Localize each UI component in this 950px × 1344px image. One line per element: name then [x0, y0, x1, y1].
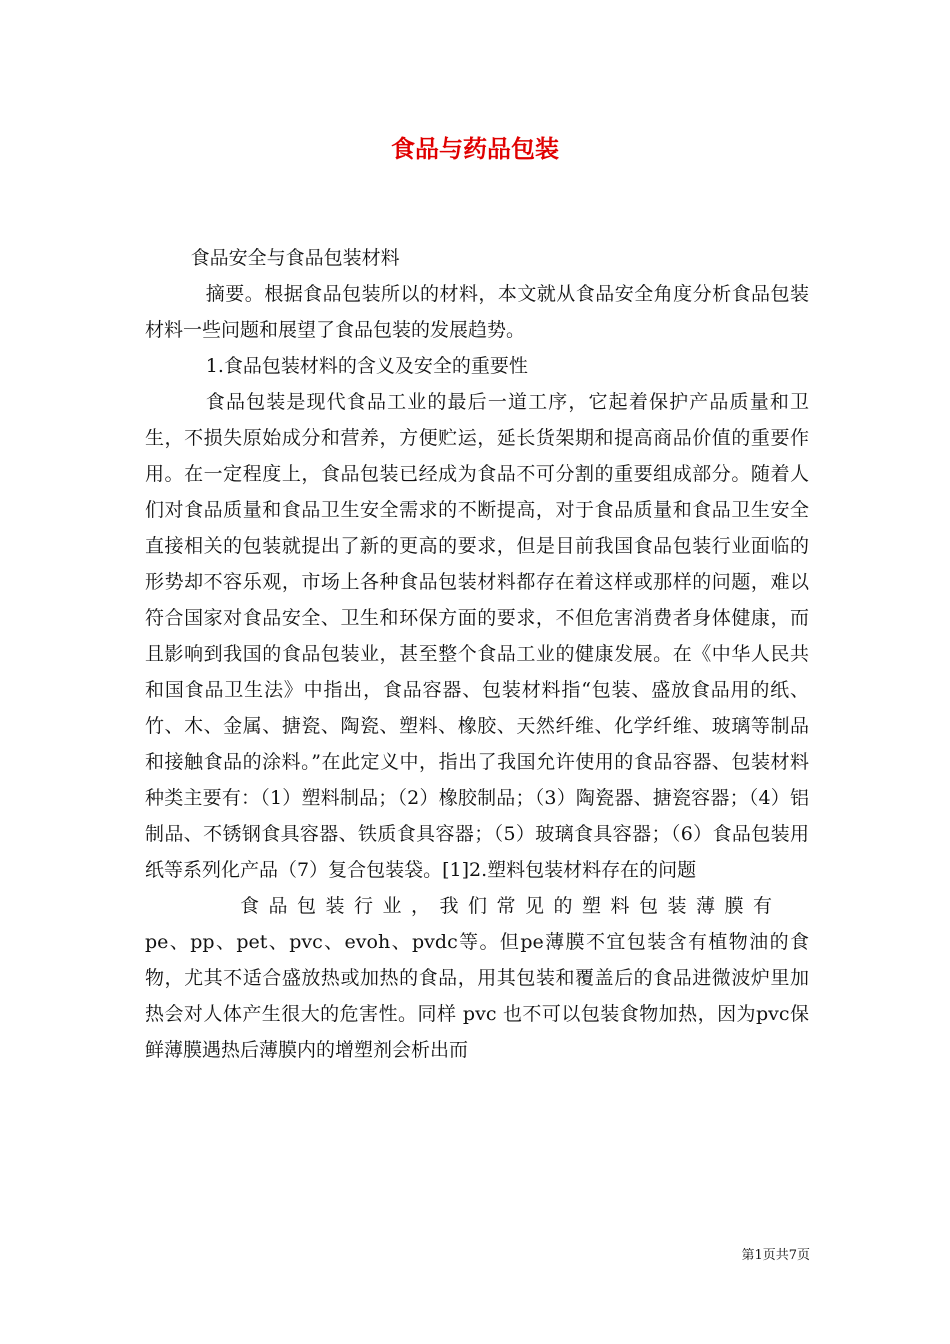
body-paragraph: pe、pp、pet、pvc、evoh、pvdc等。但pe薄膜不宜包装含有植物油的食物，尤其不适合盛放热或加热的食品，用其包装和覆盖后的食品进微波炉里加热会对人体产生很大的危害性。同样 pvc 也不可以包装食物加热，因为pvc保鲜薄膜遇热后薄膜内的增塑剂会析出而 — [145, 931, 809, 1061]
body-paragraph: 食品包装是现代食品工业的最后一道工序，它起着保护产品质量和卫生，不损失原始成分和营养，方便贮运，延长货架期和提高商品价值的重要作用。在一定程度上，食品包装已经成为食品不可分割的重要组成部分。随着人们对食品质量和食品卫生安全需求的不断提高，对于食品质量和食品卫生安全直接相关的包装就提出了新的更高的要求，但是目前我国食品包装行业面临的形势却不容乐观，市场上各种食品包装材料都存在着这样或那样的问题，难以符合国家对食品安全、卫生和环保方面的要求，不但危害消费者身体健康，而且影响到我国的食品包装业，甚至整个食品工业的健康发展。在《中华人民共和国食品卫生法》中指出，食品容器、包装材料指“包装、盛放食品用的纸、竹、木、金属、搪瓷、陶瓷、塑料、橡胶、天然纤维、化学纤维、玻璃等制品和接触食品的涂料。”在此定义中，指出了我国允许使用的食品容器、包装材料种类主要有：（1）塑料制品；（2）橡胶制品；（3）陶瓷器、搪瓷容器；（4）铝制品、不锈钢食具容器、铁质食具容器；（5）玻璃食具容器；（6）食品包装用纸等系列化产品（7）复合包装袋。[1]2.塑料包装材料存在的问题 — [145, 391, 809, 881]
document-body — [145, 240, 809, 1068]
body-paragraph: 食品包装行业，我们常见的塑料包装薄膜有 — [240, 895, 782, 917]
section-heading: 食品安全与食品包装材料 — [190, 247, 400, 269]
document-title: 食品与药品包装 — [391, 134, 559, 163]
abstract-paragraph: 摘要。根据食品包装所以的材料，本文就从食品安全角度分析食品包装材料一些问题和展望了食品包装的发展趋势。 — [145, 283, 809, 341]
subsection-heading: 1.食品包装材料的含义及安全的重要性 — [205, 355, 528, 377]
page-indicator: 第1页共7页 — [741, 1248, 810, 1263]
